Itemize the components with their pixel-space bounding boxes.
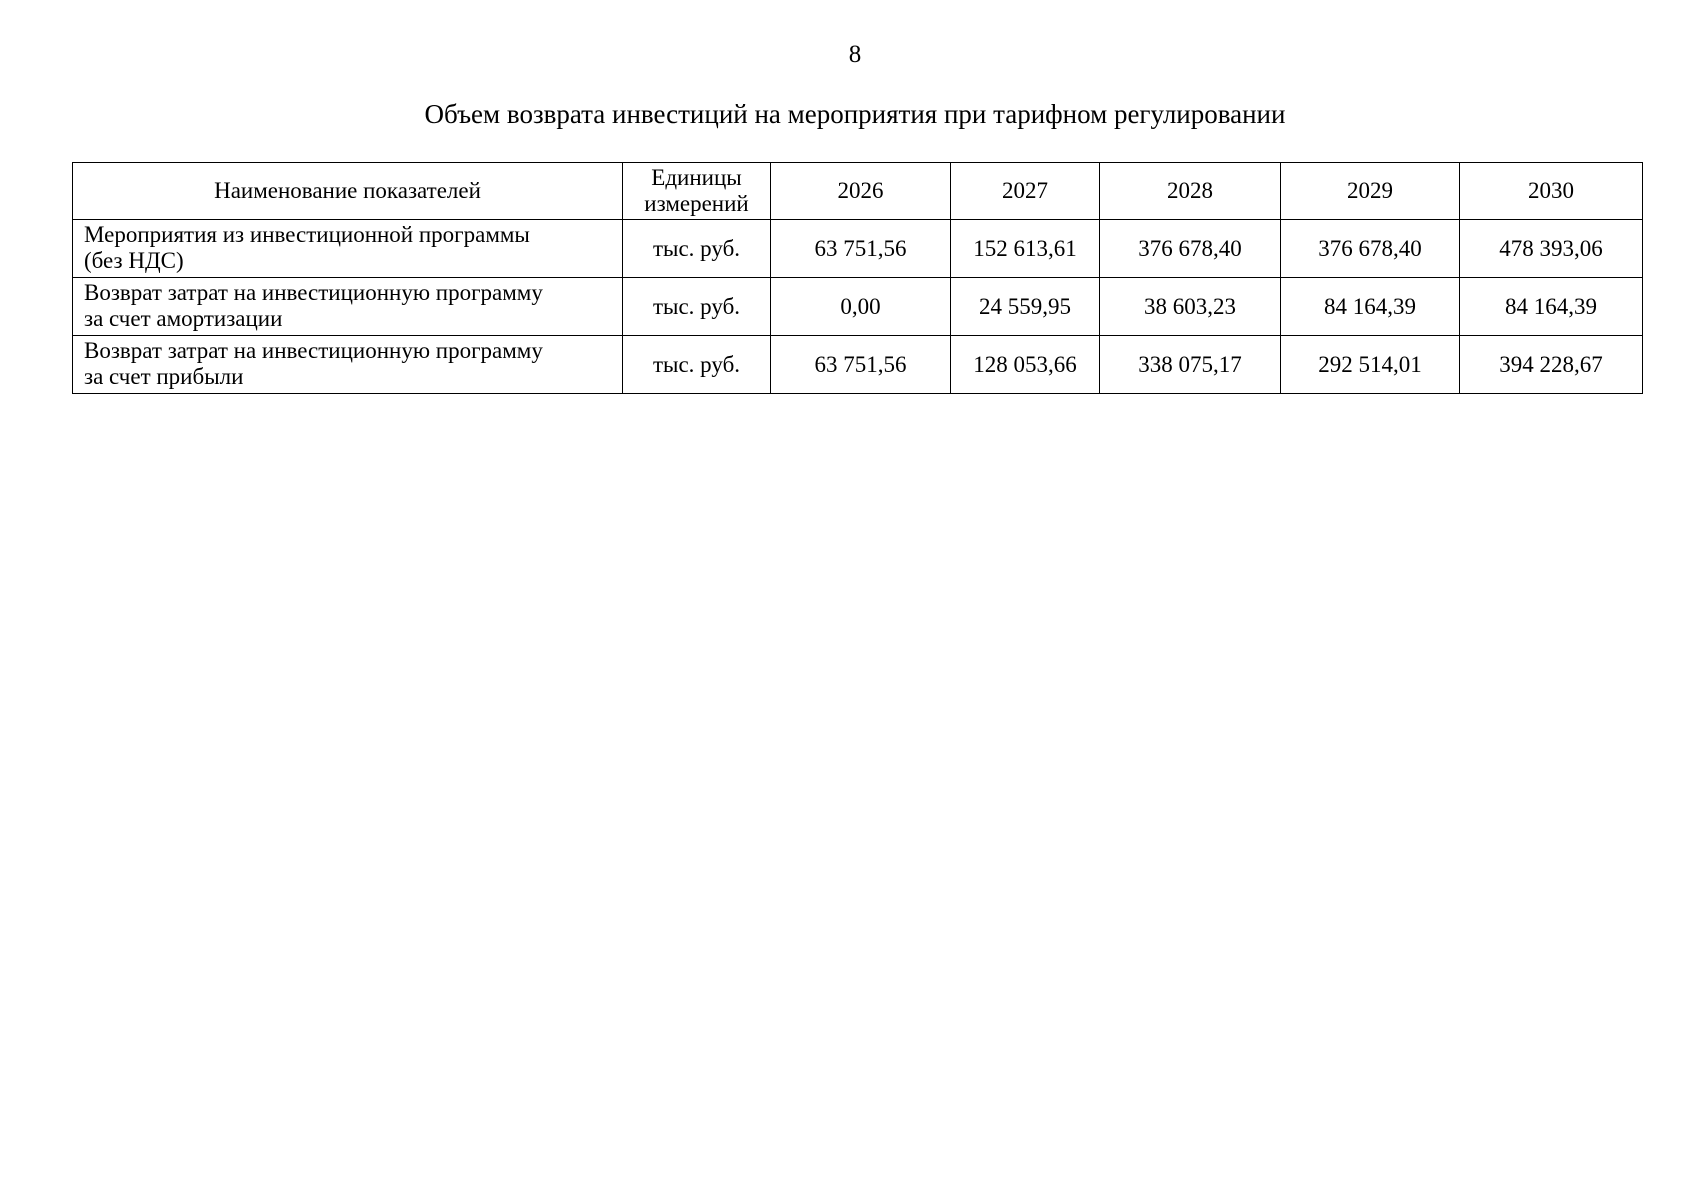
header-units-line1: Единицы: [651, 165, 742, 190]
page-number: 8: [848, 41, 862, 68]
row-unit: тыс. руб.: [623, 220, 771, 278]
row-name-line2: за счет прибыли: [84, 364, 244, 389]
row-name-line2: за счет амортизации: [84, 306, 283, 331]
cell-2027: 152 613,61: [951, 220, 1100, 278]
header-units: [623, 163, 771, 220]
row-unit: тыс. руб.: [623, 336, 771, 394]
row-unit: тыс. руб.: [623, 278, 771, 336]
row-name-line1: Возврат затрат на инвестиционную программу: [84, 338, 543, 363]
cell-2028: 376 678,40: [1100, 220, 1281, 278]
row-name-line1: Возврат затрат на инвестиционную программу: [84, 280, 543, 305]
header-units-line2: измерений: [644, 191, 749, 216]
page-title: Объем возврата инвестиций на мероприятия при тарифном регулировании: [424, 99, 1286, 129]
row-indicator-name: [73, 220, 623, 278]
cell-2030: 394 228,67: [1460, 336, 1643, 394]
header-year-2027: 2027: [951, 163, 1100, 220]
table-row: [73, 336, 1643, 394]
cell-2030: 84 164,39: [1460, 278, 1643, 336]
header-year-2030: 2030: [1460, 163, 1643, 220]
cell-2027: 24 559,95: [951, 278, 1100, 336]
cell-2026: 63 751,56: [771, 220, 951, 278]
investment-return-table: [72, 162, 1643, 394]
cell-2026: 63 751,56: [771, 336, 951, 394]
row-indicator-name: [73, 278, 623, 336]
header-indicator-name: Наименование показателей: [73, 163, 623, 220]
header-year-2028: 2028: [1100, 163, 1281, 220]
header-year-2029: 2029: [1281, 163, 1460, 220]
header-year-2026: 2026: [771, 163, 951, 220]
cell-2028: 38 603,23: [1100, 278, 1281, 336]
cell-2030: 478 393,06: [1460, 220, 1643, 278]
row-indicator-name: [73, 336, 623, 394]
row-name-line1: Мероприятия из инвестиционной программы: [84, 222, 530, 247]
cell-2026: 0,00: [771, 278, 951, 336]
table-row: [73, 278, 1643, 336]
cell-2029: 376 678,40: [1281, 220, 1460, 278]
table-row: [73, 220, 1643, 278]
row-name-line2: (без НДС): [84, 248, 184, 273]
table-header-row: [73, 163, 1643, 220]
cell-2027: 128 053,66: [951, 336, 1100, 394]
cell-2028: 338 075,17: [1100, 336, 1281, 394]
cell-2029: 84 164,39: [1281, 278, 1460, 336]
cell-2029: 292 514,01: [1281, 336, 1460, 394]
